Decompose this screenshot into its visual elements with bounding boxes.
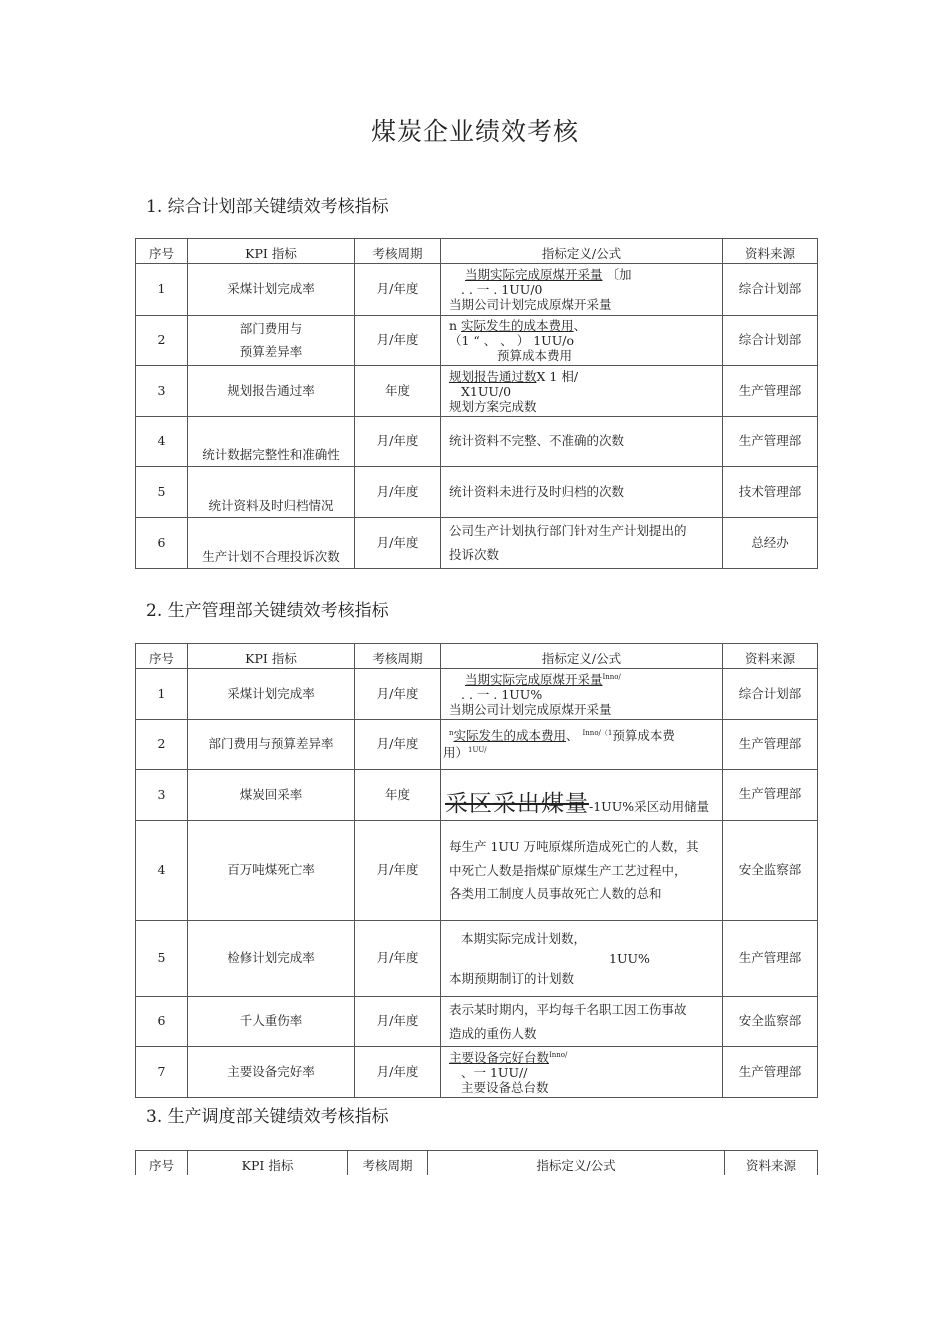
definition-line: 每生产 1UU 万吨原煤所造成死亡的人数，其 [449, 838, 699, 854]
row-source: 安全监察部 [723, 997, 818, 1047]
formula-denominator: 用） [443, 744, 469, 760]
table-row [136, 997, 818, 1047]
row-kpi: 主要设备完好率 [188, 1047, 355, 1098]
formula-denominator: 主要设备总台数 [461, 1079, 549, 1095]
formula-operator: 、一 1UU// [461, 1064, 528, 1080]
row-definition [441, 770, 723, 821]
header-no: 序号 [136, 644, 188, 669]
formula-denominator: 本期预期制订的计划数 [449, 970, 575, 986]
row-source: 生产管理部 [723, 1047, 818, 1098]
formula-operator: X1UU/0 [461, 383, 512, 399]
row-definition [441, 1047, 723, 1098]
table-header-row [136, 1151, 818, 1176]
row-no: 6 [136, 518, 188, 569]
row-no: 3 [136, 770, 188, 821]
row-kpi: 千人重伤率 [188, 997, 355, 1047]
row-definition [441, 264, 723, 316]
table-row [136, 467, 818, 518]
row-no: 2 [136, 720, 188, 770]
table-row [136, 518, 818, 569]
formula-numerator: 当期实际完成原煤开采量 [465, 267, 603, 282]
row-source: 综合计划部 [723, 264, 818, 316]
definition-line: 表示某时期内，平均每千名职工因工伤事故 [449, 1001, 687, 1017]
row-definition: 统计资料未进行及时归档的次数 [441, 467, 723, 518]
formula-operator: 1UU% [609, 950, 650, 966]
row-kpi: 生产计划不合理投诉次数 [188, 518, 355, 569]
header-period: 考核周期 [355, 644, 441, 669]
row-period: 月/年度 [355, 467, 441, 518]
table-row [136, 921, 818, 997]
row-definition [441, 316, 723, 366]
row-no: 2 [136, 316, 188, 366]
table-row [136, 316, 818, 366]
formula-operator: （1 “ 、 、 ） 1UU/o [449, 333, 574, 348]
header-definition: 指标定义/公式 [441, 644, 723, 669]
row-kpi: 统计资料及时归档情况 [188, 467, 355, 518]
row-source: 综合计划部 [723, 669, 818, 720]
row-no: 4 [136, 417, 188, 467]
header-no: 序号 [136, 1151, 188, 1176]
row-no: 5 [136, 921, 188, 997]
row-kpi: 采煤计划完成率 [188, 669, 355, 720]
header-definition: 指标定义/公式 [428, 1151, 725, 1176]
row-period: 月/年度 [355, 417, 441, 467]
row-definition [441, 720, 723, 770]
row-kpi [188, 316, 355, 366]
row-period: 月/年度 [355, 518, 441, 569]
row-kpi: 统计数据完整性和准确性 [188, 417, 355, 467]
definition-line: 公司生产计划执行部门针对生产计划提出的 [449, 523, 687, 539]
table-row [136, 720, 818, 770]
row-period: 年度 [355, 366, 441, 417]
row-period: 月/年度 [355, 264, 441, 316]
row-kpi: 部门费用与预算差异率 [188, 720, 355, 770]
formula-numerator: 规划报告通过数 [449, 368, 537, 384]
row-kpi: 规划报告通过率 [188, 366, 355, 417]
formula-denominator: 预算成本费 [612, 728, 675, 744]
document-title: 煤炭企业绩效考核 [370, 117, 579, 146]
header-period: 考核周期 [348, 1151, 428, 1176]
header-period: 考核周期 [355, 239, 441, 264]
row-period: 月/年度 [355, 997, 441, 1047]
table-header-row [136, 644, 818, 669]
row-definition [441, 366, 723, 417]
formula-fragment: X 1 相/ [536, 368, 579, 384]
formula-fragment: Inno/ [582, 729, 601, 738]
formula-denominator: 预算成本费用 [497, 348, 573, 363]
row-no: 5 [136, 467, 188, 518]
formula-fragment: （1 [600, 729, 613, 738]
header-source: 资料来源 [723, 239, 818, 264]
row-definition: 统计资料不完整、不准确的次数 [441, 417, 723, 467]
row-period: 年度 [355, 770, 441, 821]
section-heading-2: 2. 生产管理部关键绩效考核指标 [146, 601, 389, 621]
kpi-line: 预算差异率 [239, 343, 303, 359]
formula-denominator: 规划方案完成数 [449, 398, 537, 414]
header-source: 资料来源 [723, 644, 818, 669]
row-source: 生产管理部 [723, 921, 818, 997]
formula-fragment: Inno/ [602, 672, 621, 681]
row-definition [441, 921, 723, 997]
row-period: 月/年度 [355, 921, 441, 997]
definition-line: 中死亡人数是指煤矿原煤生产工艺过程中， [449, 862, 687, 878]
formula-operator: . . 一 . 1UU/0 [461, 282, 543, 297]
definition-line: 各类用工制度人员事故死亡人数的总和 [449, 886, 662, 902]
formula-fragment: 、 [566, 728, 579, 744]
table-row [136, 417, 818, 467]
row-no: 1 [136, 669, 188, 720]
formula-numerator: 本期实际完成计划数， [461, 930, 587, 946]
row-kpi: 检修计划完成率 [188, 921, 355, 997]
formula-denominator: -1UU%采区动用储量 [589, 798, 710, 814]
row-definition [441, 821, 723, 921]
formula-denominator: 当期公司计划完成原煤开采量 [449, 701, 612, 717]
table-row [136, 366, 818, 417]
table-row [136, 264, 818, 316]
definition-line: 投诉次数 [449, 547, 500, 562]
definition-line: 造成的重伤人数 [449, 1025, 537, 1041]
row-period: 月/年度 [355, 669, 441, 720]
table-row [136, 770, 818, 821]
formula-denominator: 当期公司计划完成原煤开采量 [449, 297, 612, 312]
formula-numerator: 当期实际完成原煤开采量 [465, 671, 603, 687]
kpi-line: 部门费用与 [239, 321, 303, 336]
formula-prefix: n [449, 318, 458, 333]
section-heading-3: 3. 生产调度部关键绩效考核指标 [146, 1107, 389, 1127]
row-no: 7 [136, 1047, 188, 1098]
header-source: 资料来源 [725, 1151, 818, 1176]
row-definition [441, 997, 723, 1047]
kpi-table-2 [135, 643, 818, 1098]
formula-fragment: 、 [573, 318, 587, 333]
row-source: 综合计划部 [723, 316, 818, 366]
formula-prefix: n [449, 729, 454, 738]
row-definition [441, 669, 723, 720]
formula-numerator: 实际发生的成本费用 [453, 728, 567, 744]
header-definition: 指标定义/公式 [441, 239, 723, 264]
header-no: 序号 [136, 239, 188, 264]
row-no: 4 [136, 821, 188, 921]
row-kpi: 采煤计划完成率 [188, 264, 355, 316]
row-source: 安全监察部 [723, 821, 818, 921]
header-kpi: KPI 指标 [188, 1151, 348, 1176]
row-no: 3 [136, 366, 188, 417]
kpi-table-1 [135, 238, 818, 569]
table-header-row [136, 239, 818, 264]
header-kpi: KPI 指标 [188, 644, 355, 669]
formula-fragment: 〔加 [606, 267, 632, 282]
formula-fragment: Inno/ [549, 1050, 568, 1059]
row-source: 生产管理部 [723, 720, 818, 770]
row-period: 月/年度 [355, 1047, 441, 1098]
row-source: 总经办 [723, 518, 818, 569]
formula-numerator: 主要设备完好台数 [449, 1049, 550, 1065]
row-kpi: 百万吨煤死亡率 [188, 821, 355, 921]
row-definition [441, 518, 723, 569]
row-source: 生产管理部 [723, 417, 818, 467]
row-period: 月/年度 [355, 821, 441, 921]
formula-operator: . . 一 . 1UU% [461, 686, 543, 702]
section-heading-1: 1. 综合计划部关键绩效考核指标 [146, 197, 389, 217]
row-source: 生产管理部 [723, 366, 818, 417]
table-row [136, 669, 818, 720]
formula-numerator: 实际发生的成本费用 [461, 318, 574, 333]
formula-fragment: 1UU/ [468, 745, 487, 754]
row-no: 6 [136, 997, 188, 1047]
row-period: 月/年度 [355, 316, 441, 366]
header-kpi: KPI 指标 [188, 239, 355, 264]
row-kpi: 煤炭回采率 [188, 770, 355, 821]
table-row [136, 821, 818, 921]
formula-numerator: 采区采出煤量 [445, 790, 589, 817]
kpi-table-3 [135, 1150, 818, 1175]
row-no: 1 [136, 264, 188, 316]
table-row [136, 1047, 818, 1098]
row-source: 技术管理部 [723, 467, 818, 518]
row-source: 生产管理部 [723, 770, 818, 821]
row-period: 月/年度 [355, 720, 441, 770]
